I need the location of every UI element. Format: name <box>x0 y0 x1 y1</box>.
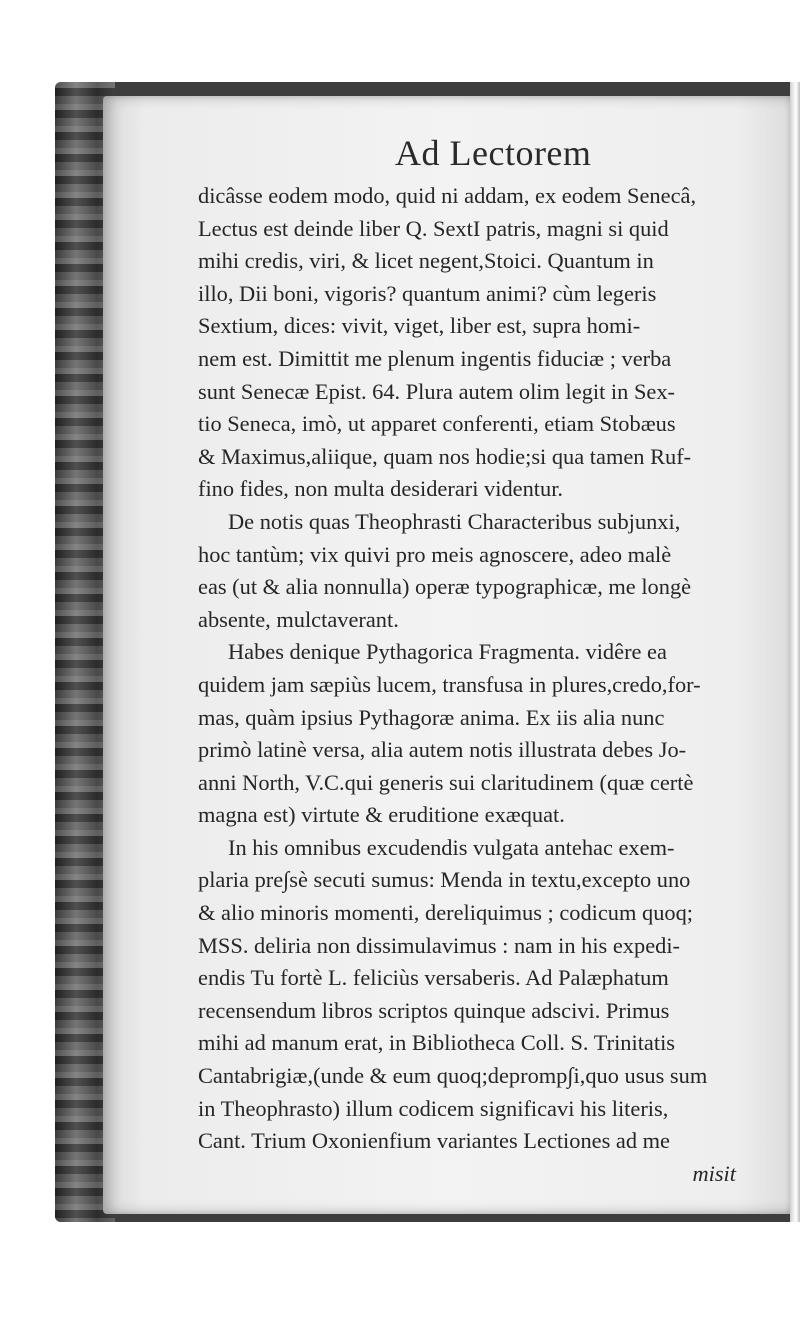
text-line: plaria pre∫sè secuti sumus: Menda in textu,excepto uno <box>198 867 691 893</box>
text-line: Cantabrigiæ,(unde & eum quoq;depromp∫i,quo usus sum <box>198 1063 708 1089</box>
text-line: endis Tu fortè L. feliciùs versaberis. Ad Palæphatum <box>198 965 669 991</box>
text-line: eas (ut & alia nonnulla) operæ typographicæ, me longè <box>198 574 692 600</box>
text-line: Sextium, dices: vivit, viget, liber est, supra homi- <box>198 313 641 339</box>
text-line: anni North, V.C.qui generis sui claritudinem (quæ certè <box>198 769 694 795</box>
text-line: mihi credis, viri, & licet negent,Stoici. Quantum in <box>198 248 654 274</box>
text-line: absente, mulctaverant. <box>198 606 399 632</box>
text-line: & Maximus,aliique, quam nos hodie;si qua tamen Ruf- <box>198 443 692 469</box>
text-line: tio Seneca, imò, ut apparet conferenti, etiam Stobæus <box>198 411 676 437</box>
body-text <box>198 180 746 1190</box>
text-line: hoc tantùm; vix quivi pro meis agnoscere, adeo malè <box>198 541 672 567</box>
text-line: MSS. deliria non dissimulavimus : nam in his expedi- <box>198 932 680 958</box>
text-line: recensendum libros scriptos quinque adscivi. Primus <box>198 997 670 1023</box>
text-line: De notis quas Theophrasti Characteribus subjunxi, <box>228 508 681 534</box>
text-line: magna est) virtute & eruditione exæquat. <box>198 802 565 828</box>
text-line: In his omnibus excudendis vulgata antehac exem- <box>228 834 675 860</box>
text-line: Lectus est deinde liber Q. SextI patris, magni si quid <box>198 215 669 241</box>
text-line: sunt Senecæ Epist. 64. Plura autem olim legit in Sex- <box>198 378 675 404</box>
text-line: illo, Dii boni, vigoris? quantum animi? cùm legeris <box>198 280 657 306</box>
text-line: mas, quàm ipsius Pythagoræ anima. Ex iis alia nunc <box>198 704 665 730</box>
running-head: Ad Lectorem <box>395 133 592 173</box>
text-line: primò latinè versa, alia autem notis illustrata debes Jo- <box>198 737 687 763</box>
text-line: & alio minoris momenti, dereliquimus ; codicum quoq; <box>198 900 694 926</box>
text-line: dicâsse eodem modo, quid ni addam, ex eodem Senecâ, <box>198 183 697 208</box>
text-line: in Theophrasto) illum codicem significavi his literis, <box>198 1095 669 1121</box>
text-line: quidem jam sæpiùs lucem, transfusa in plures,credo,for- <box>198 671 701 697</box>
text-line: Cant. Trium Oxonienfium variantes Lectiones ad me <box>198 1128 670 1154</box>
catchword: misit <box>692 1160 736 1186</box>
text-line: nem est. Dimittit me plenum ingentis fiduciæ ; verba <box>198 345 672 371</box>
text-line: mihi ad manum erat, in Bibliotheca Coll. S. Trinitatis <box>198 1030 676 1056</box>
text-line: fino fides, non multa desiderari videntur. <box>198 476 564 502</box>
text-line: Habes denique Pythagorica Fragmenta. vidêre ea <box>228 639 667 665</box>
page-fore-edge <box>790 82 800 1222</box>
